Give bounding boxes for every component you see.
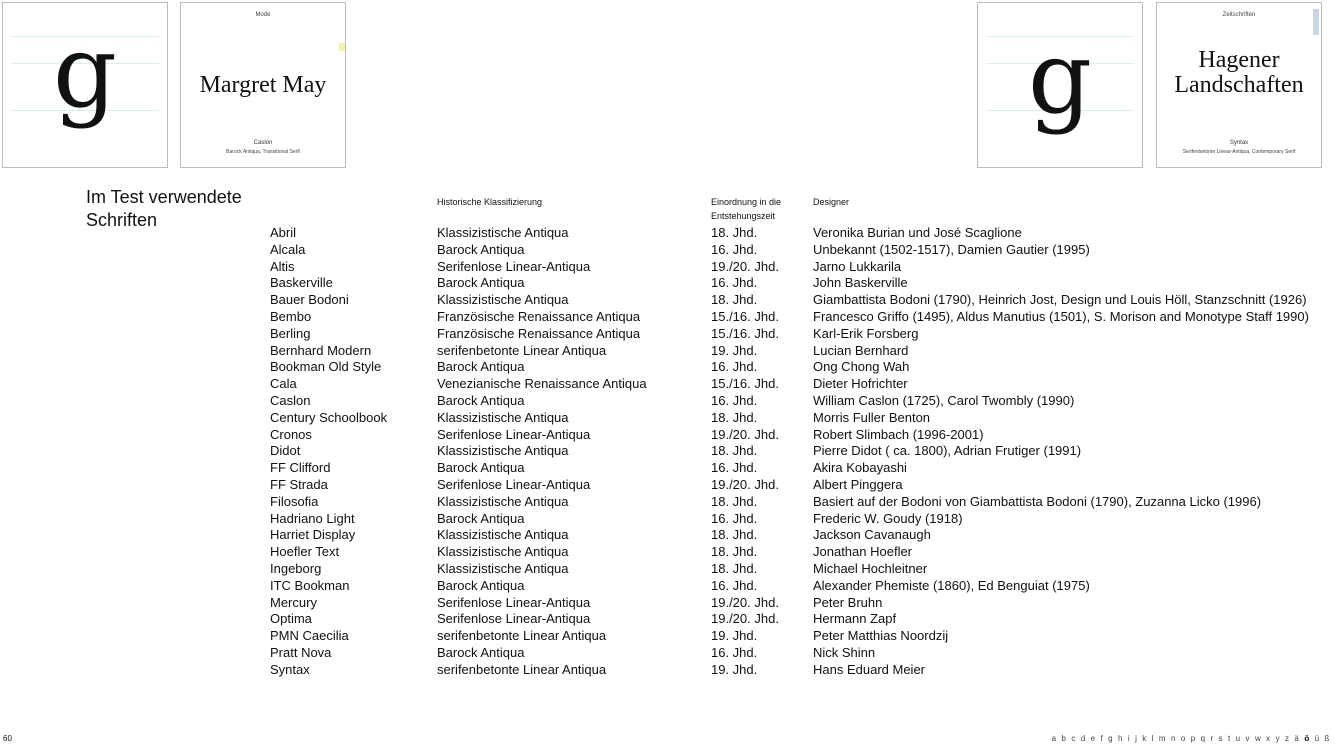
period-cell: 19./20. Jhd. [711, 594, 779, 610]
classification-cell: Klassizistische Antiqua [437, 443, 569, 459]
classification-cell: Barock Antiqua [437, 510, 525, 526]
font-name-cell: Century Schoolbook [270, 409, 388, 425]
table-row [0, 427, 1335, 444]
font-name-cell: Optima [270, 611, 312, 627]
designer-cell: Veronika Burian und José Scaglione [813, 225, 1022, 240]
table-row [0, 595, 1335, 612]
font-name-cell: Harriet Display [270, 527, 356, 543]
table-row [0, 359, 1335, 376]
alphabet-index-current[interactable]: ö [1304, 734, 1311, 743]
designer-cell: Morris Fuller Benton [813, 409, 931, 425]
font-name-cell: FF Clifford [270, 460, 331, 476]
table-row [0, 309, 1335, 326]
font-name-cell: Syntax [270, 661, 310, 677]
font-name-cell: Cronos [270, 426, 312, 442]
card-font-name: Caslon [253, 140, 273, 146]
page-number: 60 [3, 734, 12, 743]
designer-cell: Robert Slimbach (1996-2001) [813, 426, 984, 442]
font-name-cell: Abril [270, 225, 297, 240]
designer-cell: Hans Eduard Meier [813, 661, 925, 677]
table-row [0, 376, 1335, 393]
period-cell: 16. Jhd. [711, 241, 758, 257]
section-title: Im Test verwendete Schriften [86, 187, 242, 230]
classification-cell: Klassizistische Antiqua [437, 493, 569, 509]
period-cell: 16. Jhd. [711, 275, 758, 291]
period-cell: 18. Jhd. [711, 225, 758, 240]
period-cell: 15./16. Jhd. [711, 309, 779, 324]
classification-cell: Barock Antiqua [437, 393, 525, 408]
period-cell: 18. Jhd. [711, 561, 758, 576]
classification-cell: Klassizistische Antiqua [437, 527, 569, 543]
font-name-cell: Bembo [270, 309, 312, 324]
font-name-cell: Berling [270, 325, 311, 341]
designer-cell: Jonathan Hoefler [813, 544, 913, 560]
font-name-cell: FF Strada [270, 477, 328, 492]
table-row [0, 259, 1335, 276]
designer-cell: William Caslon (1725), Carol Twombly (1990) [813, 393, 1075, 408]
period-cell: 19. Jhd. [711, 342, 758, 358]
table-row [0, 343, 1335, 360]
font-name-cell: Bernhard Modern [270, 342, 372, 358]
designer-cell: Basiert auf der Bodoni von Giambattista Bodoni (1790), Zuzanna Licko (1996) [813, 493, 1262, 509]
font-name-cell: Caslon [270, 393, 311, 408]
period-cell: 16. Jhd. [711, 645, 758, 660]
period-cell: 15./16. Jhd. [711, 325, 779, 341]
font-name-cell: Bookman Old Style [270, 359, 382, 375]
classification-cell: Französische Renaissance Antiqua [437, 325, 641, 341]
font-name-cell: Ingeborg [270, 561, 322, 576]
font-name-cell: Hoefler Text [270, 544, 340, 560]
font-name-cell: Cala [270, 376, 297, 392]
table-row [0, 326, 1335, 343]
table-row [0, 494, 1335, 511]
glyph-card-2 [977, 2, 1143, 168]
classification-cell: Barock Antiqua [437, 577, 525, 593]
designer-cell: Peter Bruhn [813, 594, 883, 610]
designer-cell: Giambattista Bodoni (1790), Heinrich Jost, Design und Louis Höll, Stanzschnitt (1926) [813, 292, 1307, 308]
classification-cell: Serifenlose Linear-Antiqua [437, 258, 591, 274]
designer-cell: Jackson Cavanaugh [813, 527, 931, 543]
period-cell: 16. Jhd. [711, 510, 758, 526]
classification-cell: Serifenlose Linear-Antiqua [437, 477, 591, 492]
glyph-specimen: g [1027, 19, 1092, 136]
table-row [0, 628, 1335, 645]
font-name-cell: Altis [270, 258, 295, 274]
classification-cell: Venezianische Renaissance Antiqua [437, 376, 647, 392]
table-row [0, 662, 1335, 679]
designer-cell: Unbekannt (1502-1517), Damien Gautier (1995) [813, 241, 1090, 257]
table-row [0, 242, 1335, 259]
classification-cell: Klassizistische Antiqua [437, 225, 569, 240]
designer-cell: Karl-Erik Forsberg [813, 325, 919, 341]
classification-cell: Barock Antiqua [437, 275, 525, 291]
table-row [0, 511, 1335, 528]
classification-cell: serifenbetonte Linear Antiqua [437, 342, 607, 358]
designer-cell: Peter Matthias Noordzij [813, 628, 949, 644]
classification-cell: Barock Antiqua [437, 241, 525, 257]
classification-cell: serifenbetonte Linear Antiqua [437, 661, 607, 677]
highlight-marker [339, 43, 345, 51]
table-row [0, 561, 1335, 578]
designer-cell: Nick Shinn [813, 645, 876, 660]
card-font-name: Syntax [1229, 140, 1249, 146]
period-cell: 18. Jhd. [711, 292, 758, 308]
card-specimen-line-1: Hagener [1198, 47, 1280, 73]
designer-cell: Michael Hochleitner [813, 561, 928, 576]
table-row [0, 443, 1335, 460]
designer-cell: Akira Kobayashi [813, 460, 907, 476]
font-name-cell: Baskerville [270, 275, 333, 291]
period-cell: 18. Jhd. [711, 527, 758, 543]
period-cell: 16. Jhd. [711, 460, 758, 476]
designer-cell: Albert Pinggera [813, 477, 903, 492]
classification-cell: Französische Renaissance Antiqua [437, 309, 641, 324]
font-name-cell: Hadriano Light [270, 510, 355, 526]
classification-cell: Serifenlose Linear-Antiqua [437, 426, 591, 442]
font-name-cell: Pratt Nova [270, 645, 332, 660]
table-row [0, 645, 1335, 662]
card-category: Zeitschriften [1222, 12, 1256, 18]
designer-cell: Ong Chong Wah [813, 359, 910, 375]
table-row [0, 477, 1335, 494]
font-name-cell: Bauer Bodoni [270, 292, 349, 308]
classification-cell: Serifenlose Linear-Antiqua [437, 594, 591, 610]
table-row [0, 225, 1335, 242]
designer-cell: Lucian Bernhard [813, 342, 909, 358]
header-classification: Historische Klassifizierung [437, 197, 543, 207]
period-cell: 19./20. Jhd. [711, 611, 779, 627]
period-cell: 19./20. Jhd. [711, 426, 779, 442]
classification-cell: Klassizistische Antiqua [437, 544, 569, 560]
designer-cell: Pierre Didot ( ca. 1800), Adrian Frutiger (1991) [813, 443, 1082, 459]
table-row [0, 410, 1335, 427]
table-row [0, 460, 1335, 477]
period-cell: 19./20. Jhd. [711, 477, 779, 492]
designer-cell: Dieter Hofrichter [813, 376, 908, 392]
period-cell: 16. Jhd. [711, 577, 758, 593]
card-classification: Barock Antiqua, Transitional Serif [226, 149, 300, 155]
font-name-cell: Filosofia [270, 493, 319, 509]
classification-cell: Barock Antiqua [437, 645, 525, 660]
period-cell: 16. Jhd. [711, 393, 758, 408]
font-name-cell: PMN Caecilia [270, 628, 349, 644]
alphabet-index [1052, 734, 1331, 743]
card-category: Mode [255, 12, 271, 18]
alphabet-index-before[interactable]: a b c d e f g h i j k l m n o p q r s t u v w x y z ä [1051, 734, 1301, 743]
scroll-marker [1313, 9, 1319, 35]
card-specimen-line-2: Landschaften [1174, 72, 1304, 98]
designer-cell: Francesco Griffo (1495), Aldus Manutius (1501), S. Morison and Monotype Staff 1990) [813, 309, 1309, 324]
period-cell: 18. Jhd. [711, 443, 758, 459]
classification-cell: Serifenlose Linear-Antiqua [437, 611, 591, 627]
table-row [0, 275, 1335, 292]
header-designer: Designer [813, 197, 850, 207]
period-cell: 18. Jhd. [711, 493, 758, 509]
period-cell: 19. Jhd. [711, 661, 758, 677]
period-cell: 19. Jhd. [711, 628, 758, 644]
period-cell: 15./16. Jhd. [711, 376, 779, 392]
classification-cell: Klassizistische Antiqua [437, 292, 569, 308]
alphabet-index-after[interactable]: ü ß [1314, 734, 1331, 743]
table-row [0, 527, 1335, 544]
table-row [0, 578, 1335, 595]
card-classification: Serifenbetonte Linear-Antiqua, Contemporary Serif [1182, 149, 1296, 155]
header-period: Einordnung in die Entstehungszeit [711, 197, 782, 221]
designer-cell: John Baskerville [813, 275, 908, 291]
period-cell: 18. Jhd. [711, 409, 758, 425]
table-row [0, 393, 1335, 410]
font-name-cell: Didot [270, 443, 301, 459]
font-name-cell: ITC Bookman [270, 577, 350, 593]
card-specimen-text: Margret May [199, 72, 327, 98]
designer-cell: Frederic W. Goudy (1918) [813, 510, 963, 526]
classification-cell: Klassizistische Antiqua [437, 561, 569, 576]
period-cell: 18. Jhd. [711, 544, 758, 560]
classification-cell: Barock Antiqua [437, 460, 525, 476]
table-row [0, 544, 1335, 561]
table-row [0, 611, 1335, 628]
designer-cell: Hermann Zapf [813, 611, 897, 627]
table-row [0, 292, 1335, 309]
period-cell: 19./20. Jhd. [711, 258, 779, 274]
designer-cell: Alexander Phemiste (1860), Ed Benguiat (1975) [813, 577, 1090, 593]
classification-cell: Klassizistische Antiqua [437, 409, 569, 425]
glyph-card-1 [2, 2, 168, 168]
period-cell: 16. Jhd. [711, 359, 758, 375]
font-name-cell: Mercury [270, 594, 317, 610]
classification-cell: Barock Antiqua [437, 359, 525, 375]
font-sample-card-syntax [1156, 2, 1322, 168]
designer-cell: Jarno Lukkarila [813, 258, 902, 274]
classification-cell: serifenbetonte Linear Antiqua [437, 628, 607, 644]
font-name-cell: Alcala [270, 241, 306, 257]
glyph-specimen: g [52, 13, 117, 130]
font-sample-card-caslon [180, 2, 346, 168]
